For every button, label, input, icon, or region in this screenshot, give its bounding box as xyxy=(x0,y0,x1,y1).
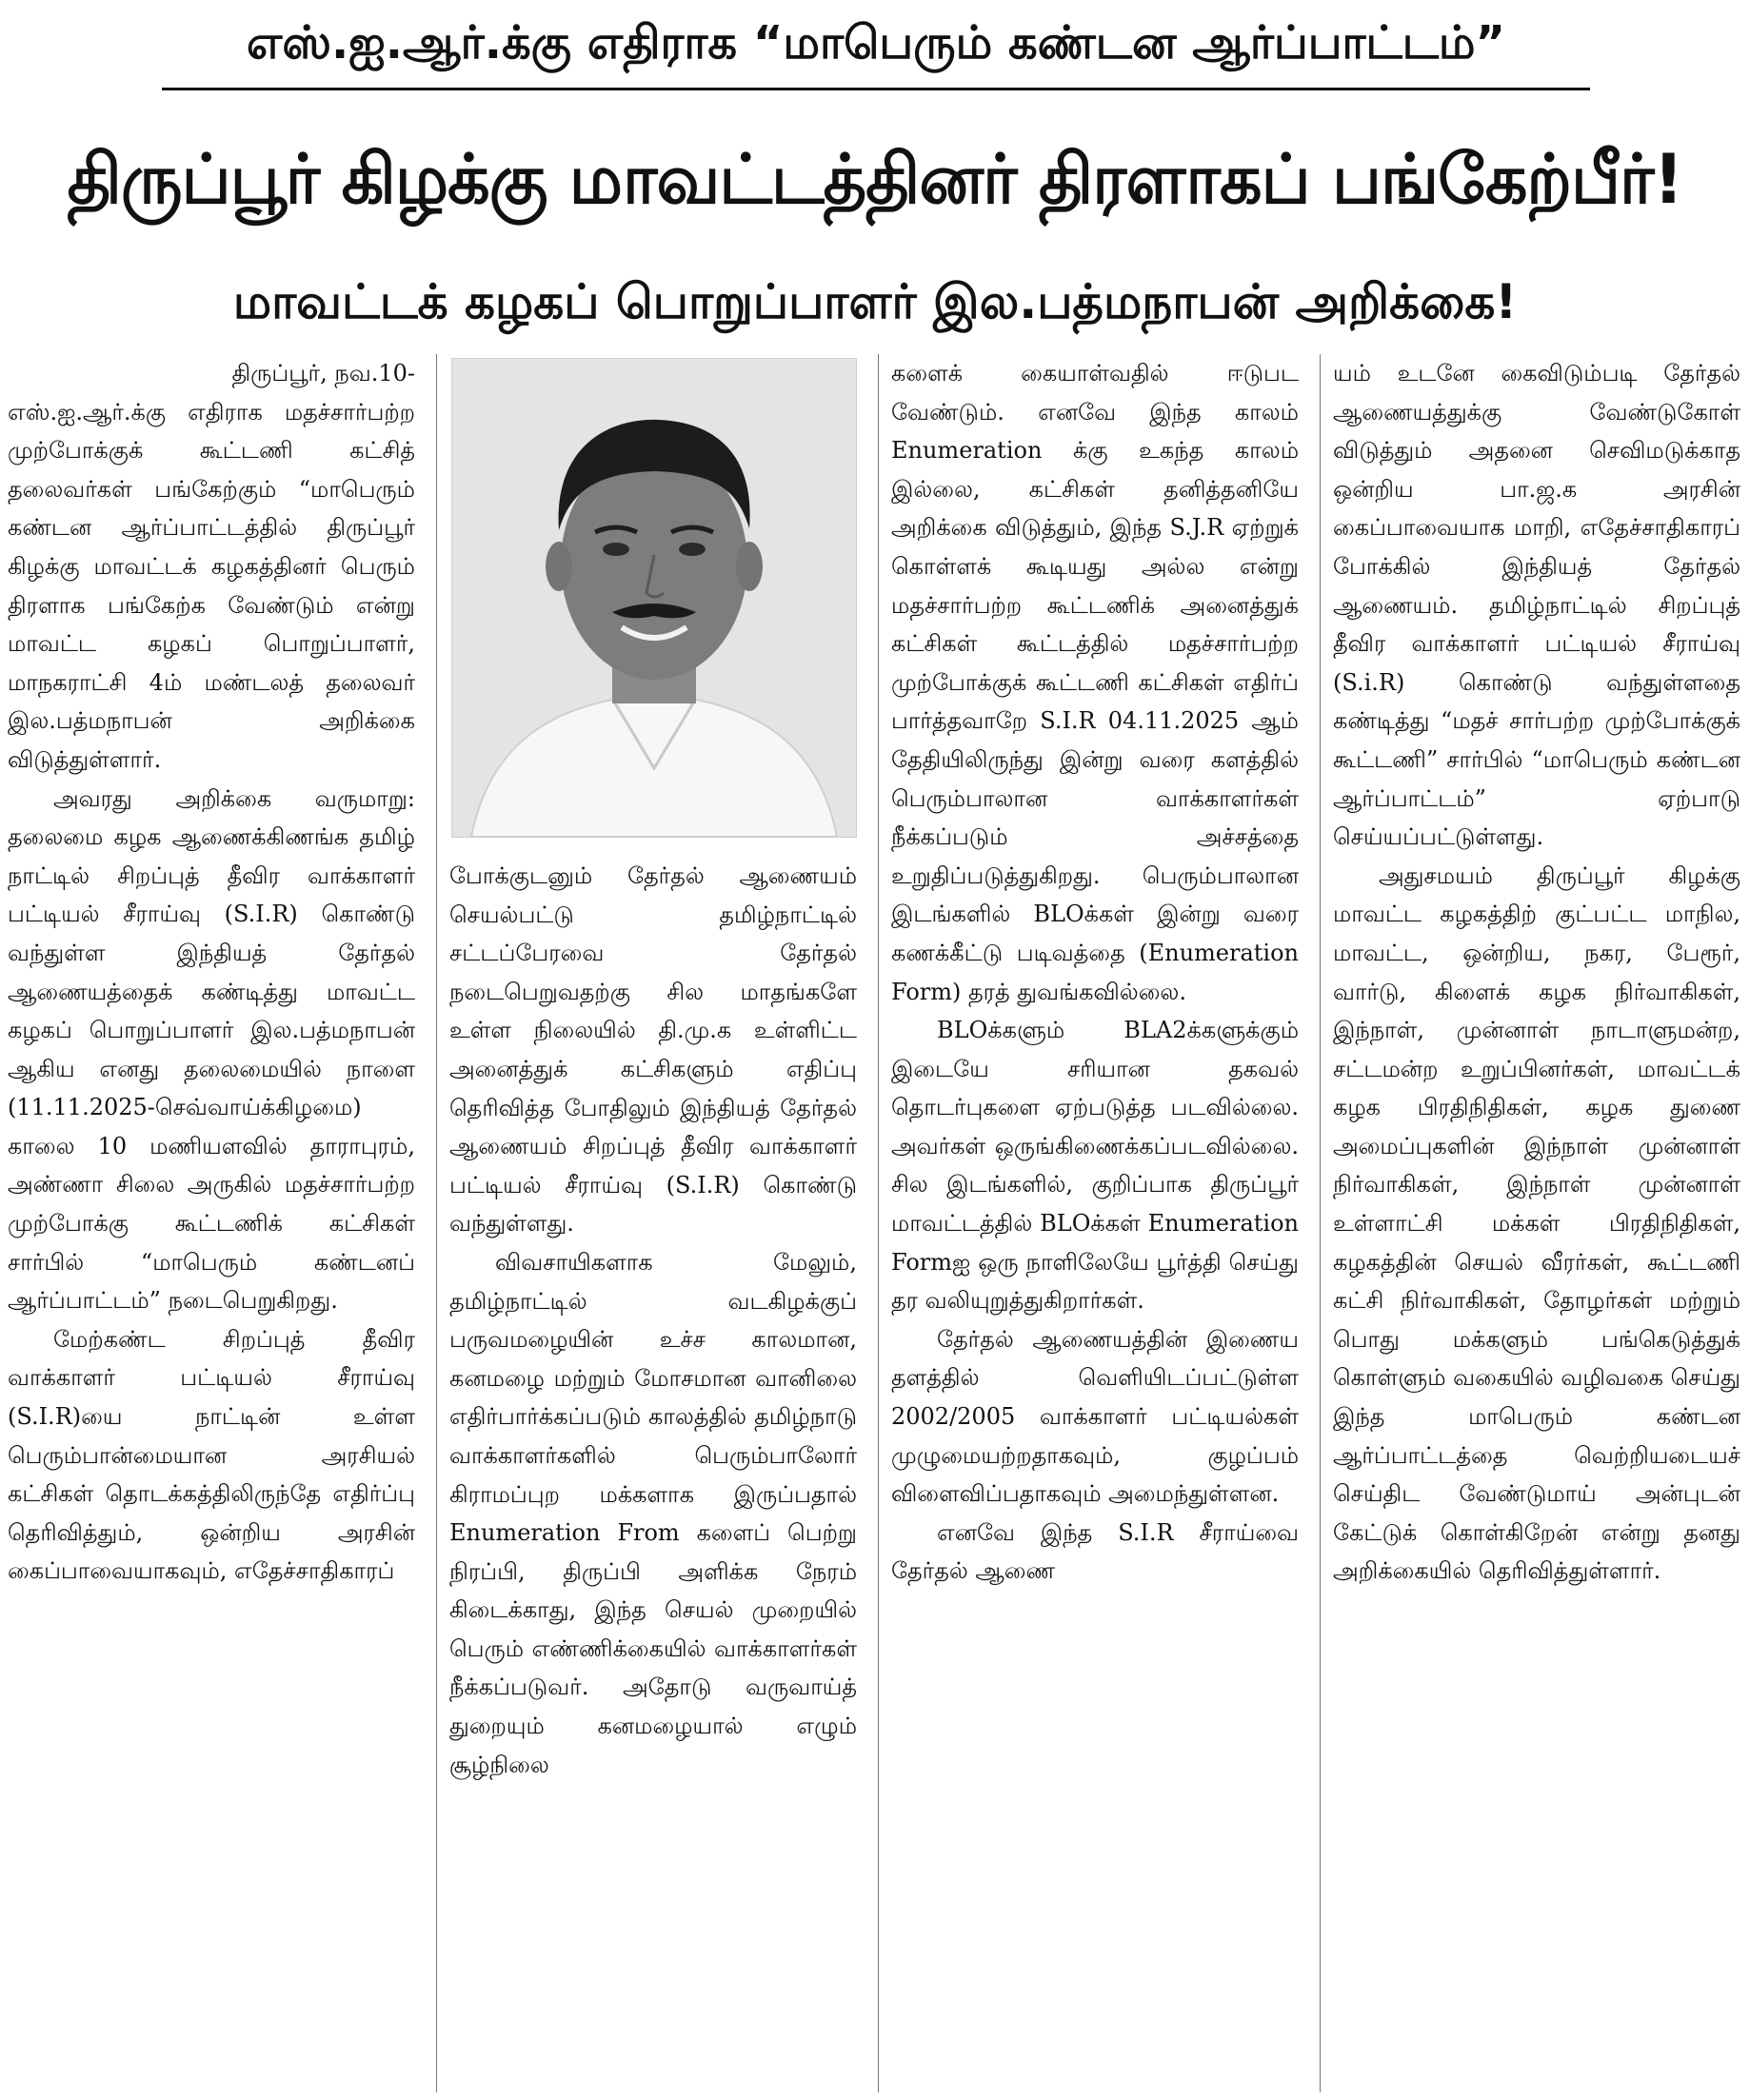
paragraph: தேர்தல் ஆணையத்தின் இணைய தளத்தில் வெளியிடப்பட்டுள்ள 2002/2005 வாக்காளர் பட்டியல்கள் முழுமையற்றதாகவும், குழப்பம் விளைவிப்பதாகவும் அமைந்துள்ளன. xyxy=(891,1325,1299,1508)
kicker-underline xyxy=(162,88,1590,90)
person-portrait-icon xyxy=(452,359,856,837)
paragraph: மேற்கண்ட சிறப்புத் தீவிர வாக்காளர் பட்டியல் சீராய்வு (S.I.R)யை நாட்டின் உள்ள பெரும்பான்மையான அரசியல் கட்சிகள் தொடக்கத்திலிருந்தே எதிர்ப்பு தெரிவித்தும், ஒன்றிய அரசின் கைப்பாவையாகவும், எதேச்சாதிகாரப் xyxy=(8,1325,415,1585)
article-column-2 xyxy=(449,857,857,2094)
kicker-headline: எஸ்.ஐ.ஆர்.க்கு எதிராக “மாபெரும் கண்டன ஆர்ப்பாட்டம்” xyxy=(246,16,1506,69)
paragraph: யம் உடனே கைவிடும்படி தேர்தல் ஆணையத்துக்கு வேண்டுகோள் விடுத்தும் அதனை செவிமடுக்காத ஒன்றிய பா.ஜ.க அரசின் கைப்பாவையாக மாறி, எதேச்சாதிகாரப் போக்கில் இந்தியத் தேர்தல் ஆணையம். தமிழ்நாட்டில் சிறப்புத் தீவிர வாக்காளர் பட்டியல் சீராய்வு (S.i.R) கொண்டு வந்துள்ளதை கண்டித்து “மதச் சார்பற்ற முற்போக்குக் கூட்டணி” சார்பில் “மாபெரும் கண்டன ஆர்ப்பாட்டம்” ஏற்பாடு செய்யப்பட்டுள்ளது. xyxy=(1333,360,1740,851)
paragraph: அதுசமயம் திருப்பூர் கிழக்கு மாவட்ட கழகத்திற் குட்பட்ட மாநில, மாவட்ட, ஒன்றிய, நகர, பேரூர், வார்டு, கிளைக் கழக நிர்வாகிகள், இந்நாள், முன்னாள் நாடாளுமன்ற, சட்டமன்ற உறுப்பினர்கள், மாவட்டக் கழக பிரதிநிதிகள், கழக துணை அமைப்புகளின் இந்நாள் முன்னாள் நிர்வாகிகள், இந்நாள் முன்னாள் உள்ளாட்சி மக்கள் பிரதிநிதிகள், கழகத்தின் செயல் வீரர்கள், கூட்டணி கட்சி நிர்வாகிகள், தோழர்கள் மற்றும் பொது மக்களும் பங்கெடுத்துக் கொள்ளும் வகையில் வழிவகை செய்து இந்த மாபெரும் கண்டன ஆர்ப்பாட்டத்தை வெற்றியடையச் செய்திட வேண்டுமாய் அன்புடன் கேட்டுக் கொள்கிறேன் என்று தனது அறிக்கையில் தெரிவித்துள்ளார். xyxy=(1333,862,1740,1585)
column-divider xyxy=(878,354,879,2092)
paragraph: விவசாயிகளாக மேலும், தமிழ்நாட்டில் வடகிழக்குப் பருவமழையின் உச்ச காலமான, கனமழை மற்றும் மோசமான வானிலை எதிர்பார்க்கப்படும் காலத்தில் தமிழ்நாடு வாக்காளர்களில் பெரும்பாலோர் கிராமப்புற மக்களாக இருப்பதால் Enumeration From களைப் பெற்று நிரப்பி, திருப்பி அளிக்க நேரம் கிடைக்காது, இந்த செயல் முறையில் பெரும் எண்ணிக்கையில் வாக்காளர்கள் நீக்கப்படுவர். அதோடு வருவாய்த் துறையும் கனமழையால் எழும் சூழ்நிலை xyxy=(449,1248,857,1778)
sub-headline: மாவட்டக் கழகப் பொறுப்பாளர் இல.பத்மநாபன் அறிக்கை! xyxy=(232,274,1518,329)
portrait-photo xyxy=(451,358,857,838)
paragraph: BLOக்களும் BLA2க்களுக்கும் இடையே சரியான தகவல் தொடர்புகளை ஏற்படுத்த படவில்லை. அவர்கள் ஒருங்கிணைக்கப்படவில்லை. சில இடங்களில், குறிப்பாக திருப்பூர் மாவட்டத்தில் BLOக்கள் Enumeration Formஐ ஒரு நாளிலேயே பூர்த்தி செய்து தர வலியுறுத்துகிறார்கள். xyxy=(891,1017,1299,1315)
dateline: திருப்பூர், நவ.10- xyxy=(231,360,415,386)
article-column-3 xyxy=(891,354,1299,2094)
article-column-4 xyxy=(1333,354,1740,2094)
paragraph: எஸ்.ஐ.ஆர்.க்கு எதிராக மதச்சார்பற்ற முற்போக்குக் கூட்டணி கட்சித் தலைவர்கள் பங்கேற்கும் “மாபெரும் கண்டன ஆர்ப்பாட்டத்தில் திருப்பூர் கிழக்கு மாவட்டக் கழகத்தினர் பெரும் திரளாக பங்கேற்க வேண்டும் என்று மாவட்ட கழகப் பொறுப்பாளர், மாநகராட்சி 4ம் மண்டலத் தலைவர் இல.பத்மநாபன் அறிக்கை விடுத்துள்ளார். xyxy=(8,398,415,773)
paragraph: களைக் கையாள்வதில் ஈடுபட வேண்டும். எனவே இந்த காலம் Enumeration க்கு உகந்த காலம் இல்லை, கட்சிகள் தனித்தனியே அறிக்கை விடுத்தும், இந்த S.J.R ஏற்றுக் கொள்ளக் கூடியது அல்ல என்று மதச்சார்பற்ற கூட்டணிக் அனைத்துக் கட்சிகள் கூட்டத்தில் மதச்சார்பற்ற முற்போக்குக் கூட்டணி கட்சிகள் எதிர்ப் பார்த்தவாறே S.I.R 04.11.2025 ஆம் தேதியிலிருந்து இன்று வரை களத்தில் பெரும்பாலான வாக்காளர்கள் நீக்கப்படும் அச்சத்தை உறுதிப்படுத்துகிறது. பெரும்பாலான இடங்களில் BLOக்கள் இன்று வரை கணக்கீட்டு படிவத்தை (Enumeration Form) தரத் துவங்கவில்லை. xyxy=(891,360,1299,1005)
paragraph: போக்குடனும் தேர்தல் ஆணையம் செயல்பட்டு தமிழ்நாட்டில் சட்டப்பேரவை தேர்தல் நடைபெறுவதற்கு சில மாதங்களே உள்ள நிலையில் தி.மு.க உள்ளிட்ட அனைத்துக் கட்சிகளும் எதிப்பு தெரிவித்த போதிலும் இந்தியத் தேர்தல் ஆணையம் சிறப்புத் தீவிர வாக்காளர் பட்டியல் சீராய்வு (S.I.R) கொண்டு வந்துள்ளது. xyxy=(449,862,857,1238)
main-headline: திருப்பூர் கிழக்கு மாவட்டத்தினர் திரளாகப் பங்கேற்பீர்! xyxy=(67,139,1683,219)
column-divider xyxy=(1320,354,1321,2092)
article-column-1 xyxy=(8,354,415,2094)
column-divider xyxy=(436,354,437,2092)
paragraph: எனவே இந்த S.I.R சீராய்வை தேர்தல் ஆணை xyxy=(891,1518,1299,1585)
paragraph: அவரது அறிக்கை வருமாறு: தலைமை கழக ஆணைக்கிணங்க தமிழ் நாட்டில் சிறப்புத் தீவிர வாக்காளர் பட்டியல் சீராய்வு (S.I.R) கொண்டு வந்துள்ள இந்தியத் தேர்தல் ஆணையத்தைக் கண்டித்து மாவட்ட கழகப் பொறுப்பாளர் இல.பத்மநாபன் ஆகிய எனது தலைமையில் நாளை (11.11.2025-செவ்வாய்க்கிழமை) காலை 10 மணியளவில் தாராபுரம், அண்ணா சிலை அருகில் மதச்சார்பற்ற முற்போக்கு கூட்டணிக் கட்சிகள் சார்பில் “மாபெரும் கண்டனப் ஆர்ப்பாட்டம்” நடைபெறுகிறது. xyxy=(8,784,415,1315)
